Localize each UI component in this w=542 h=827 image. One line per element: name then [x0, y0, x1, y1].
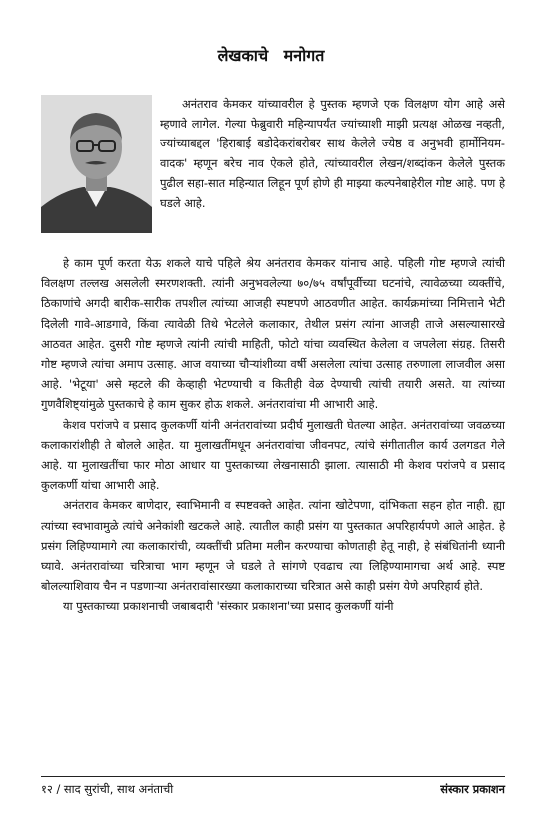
footer-page-info: १२ / साद सुरांची, साथ अनंताची	[41, 782, 174, 796]
footer-publisher: संस्कार प्रकाशन	[440, 782, 505, 796]
portrait-image	[41, 95, 152, 233]
paragraph-2: केशव परांजपे व प्रसाद कुलकर्णी यांनी अनंतरावांच्या प्रदीर्घ मुलाखती घेतल्या आहेत. अनंतरावांच्या जवळच्या कलाकारांशीही ते बोलले आहेत. या मुलाखतींमधून अनंतरावांचा जीवनपट, त्यांचे संगीतातील कार्य उलगडत गेले आहे. या मुलाखतींचा फार मोठा आधार या पुस्तकाच्या लेखनासाठी झाला. त्यासाठी मी केशव परांजपे व प्रसाद कुलकर्णी यांचा आभारी आहे.	[41, 417, 505, 493]
paragraph-3: अनंतराव केमकर बाणेदार, स्वाभिमानी व स्पष्टवक्ते आहेत. त्यांना खोटेपणा, दांभिकता सहन होत नाही. ह्या त्यांच्या स्वभावामुळे त्यांचे अनेकांशी खटकले आहे. त्यातील काही प्रसंग या पुस्तकात अपरिहार्यपणे आले आहेत. हे प्रसंग लिहिण्यामागे त्या कलाकारांची, व्यक्तींची प्रतिमा मलीन करण्याचा कोणताही हेतू नाही, हे संबंधितांनी ध्यानी घ्यावे. अनंतरावांच्या चरित्राचा भाग म्हणून जे घडले ते सांगणे एवढाच त्या लिहिण्यामागचा अर्थ आहे. स्पष्ट बोलल्याशिवाय चैन न पडणाऱ्या अनंतरावांसारख्या कलाकाराच्या चरित्रात असे काही प्रसंग येणे अपरिहार्य होते.	[41, 498, 505, 594]
footer-rule	[41, 776, 505, 777]
paragraph-4: या पुस्तकाच्या प्रकाशनाची जबाबदारी 'संस्कार प्रकाशना'च्या प्रसाद कुलकर्णी यांनी	[63, 599, 394, 614]
body-text	[41, 253, 505, 617]
page-title: लेखकाचे मनोगत	[217, 46, 325, 65]
paragraph-1: हे काम पूर्ण करता येऊ शकले याचे पहिले श्रेय अनंतराव केमकर यांनाच आहे. पहिली गोष्ट म्हणजे त्यांची विलक्षण तल्लख असलेली स्मरणशक्ती. त्यांनी अनुभवलेल्या ७०/७५ वर्षांपूर्वीच्या घटनांचे, त्यावेळच्या व्यक्तींचे, ठिकाणांचे अगदी बारीक-सारीक तपशील त्यांच्या आजही स्पष्टपणे आठवणीत आहेत. कार्यक्रमांच्या निमित्ताने भेटी दिलेली गावे-आडगावे, किंवा त्यावेळी तिथे भेटलेले कलाकार, तेथील प्रसंग त्यांना आजही ताजे असल्यासारखे आठवत आहेत. दुसरी गोष्ट म्हणजे त्यांनी त्यांची माहिती, फोटो यांचा व्यवस्थित केलेला व जपलेला संग्रह. तिसरी गोष्ट म्हणजे त्यांचा अमाप उत्साह. आज वयाच्या चौऱ्यांशीव्या वर्षी असलेला त्यांचा उत्साह तरुणाला लाजवील असा आहे. 'भेटूया' असे म्हटले की केव्हाही भेटण्याची व कितीही वेळ देण्याची त्यांची तयारी असते. या त्यांच्या गुणवैशिष्ट्यांमुळे पुस्तकाचे हे काम सुकर होऊ शकले. अनंतरावांचा मी आभारी आहे.	[41, 256, 505, 412]
author-photo	[41, 95, 152, 233]
intro-paragraph: अनंतराव केमकर यांच्यावरील हे पुस्तक म्हणजे एक विलक्षण योग आहे असे म्हणावे लागेल. गेल्या फेब्रुवारी महिन्यापर्यंत ज्यांच्याशी माझी प्रत्यक्ष ओळख नव्हती, ज्यांच्याबद्दल 'हिराबाई बडोदेकरांबरोबर साथ केलेले ज्येष्ठ व अनुभवी हार्मोनियम-वादक' म्हणून बरेच नाव ऐकले होते, त्यांच्यावरील लेखन/शब्दांकन केलेले पुस्तक पुढील सहा-सात महिन्यात लिहून पूर्ण होणे ही माझ्या कल्पनेबाहेरील गोष्ट आहे. पण हे घडले आहे.	[160, 97, 505, 210]
